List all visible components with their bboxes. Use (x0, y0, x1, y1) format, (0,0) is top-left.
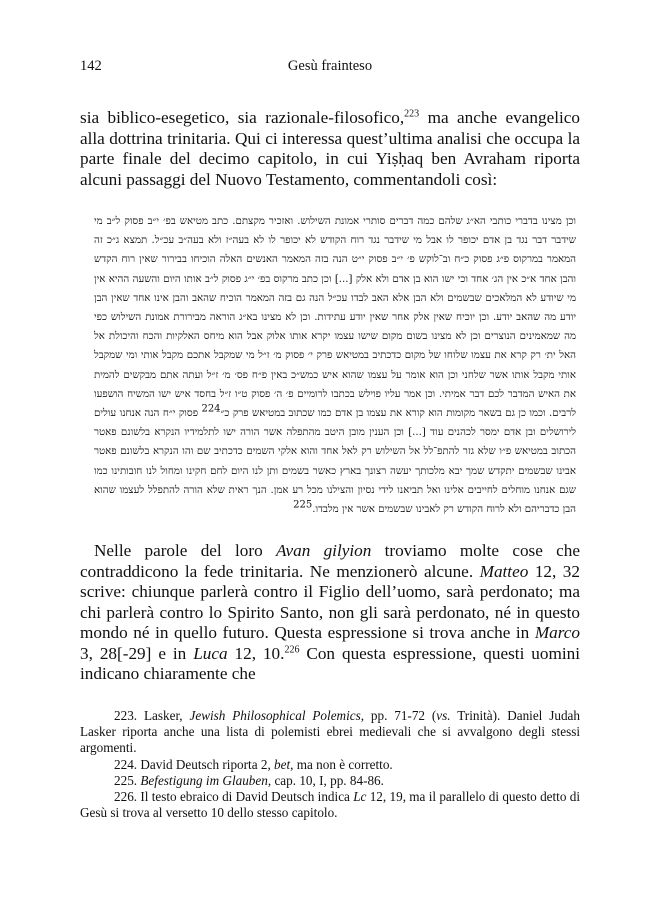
italic-book-name: Matteo (479, 561, 529, 581)
footnote-225 (80, 773, 580, 789)
text-span: 12, 10. (227, 643, 285, 663)
text-span: troviamo molte cose che contraddicono la fede trinitaria. Ne menzionerò alcune. (80, 541, 580, 581)
footnote-ref-225[interactable]: 225 (293, 499, 313, 511)
text-span: 12, 32 scrive: chiunque parlerà contro il Figlio dell’uomo, sarà perdonato; ma chi parlerà contro lo Spirito Santo, non gli sarà perdonato, né in questo mondo né in quello futuro. Questa espressione si trova anche in (80, 561, 580, 643)
italic-book-name: Luca (193, 643, 228, 663)
footnote-ref-224[interactable]: 224 (201, 403, 221, 415)
text-span: 224. David Deutsch riporta 2, (114, 756, 275, 772)
text-span: , pp. 71-72 ( (360, 708, 437, 723)
footnote-ref-223[interactable]: 223 (404, 108, 420, 120)
hebrew-text-a: וכן מצינו בדברי כותבי הא״ג שלהם כמה דברים סותרי אמונת השילוש. ואזכיר מקצתם. כתב מטיאש בפ׳ י״ב פסוק ל״ב מי שידבר דבר נגד בן אדם יכופר לו אבל מי שידבר נגד רוח הקודש לא יכופר לו לא בעה״ז ולא בעה״ב עכ״ל. תמצא ג״כ זה המאמר במרקוס פ״ג פסוק כ״ח וב־לוקש פ׳ י״ב פסוק י״ט הנה בזה המאמר האנשים האלה הוכיחו בבירור שאין רוח הקדש והבן אחד א״כ אין הג׳ אחד וכי ישו הוא בן אדם ולא אלק [...] וכן כתב מרקוס בפ׳ י״ג פסוק ל״ב אותו היום והשעה ההיא אין מי שיודע לא המלאכים שבשמים ולא הבן אלא האב לבדו עכ״ל הנה גם בזה המאמר הוכיח שהאב והבן אינו אחד שאין הבן יודע מה שהאב יודע. וכן יוכיח שאין אלק אחר שאין יודע עתידות. וכן לא מצינו בא״ג הוראה מבירורת אמונת השילוש כפי מה שמאמינים הנוצרים וכן לא מצינו בשום מקום שישו עצמו יקרא אותו אלוק אבל הוא מיחס האלקיות והכח והיכולת אל האל ית׳ רק קרא את עצמו שלוחו של מקום כדכתיב במטיאש פרק י׳ פסוק מ׳ ז״ל מי שמקבל אתכם מקבל אותי ומי שמקבל אותי מקבל אותו אשר שלחני וכן הוא אומר על עצמו שהוא איש כמש״כ באין פ״ח פס׳ מ׳ ז״ל ועתה אתם מבקשים להמית את האיש המדבר לכם דבר אמיתי. וכן אמר עליו פוילש בכתבו לרומיים פ׳ ה׳ פסוק ט״ו ז״ל בחסד איש ישו המשיח הושפעו לרבים. וכמו כן גם בשאר מקומות הוא קורא את עצמו בן אדם כמו שכתוב במטיאש פרק כ״ (94, 216, 576, 420)
footnote-226 (80, 789, 580, 821)
hebrew-text-b: פסוק י״ח הנה אנחנו עולים לירושלים ובן אדם ימסר לכהנים עוד [...] וכן הענין מובן היטב מהתפלה אשר הורה ישו לתלמידיו הנקרא בלשונם פאטר הכתוב במטיאש פ״ו שלא גזר להתפ־לל אל השילוש רק לאל אחד והוא אלקי השמים כדכתיב שם והו הנקרא בלשונם פאטר אבינו שבשמים יתקדש שמך יבא מלכותך יעשה רצונך בארץ כאשר בשמים ותן לנו היום לחם חקינו ומחול לנו חובותינו כמו שגם אנחנו מוחלים לחייבים אלינו ואל תביאנו לידי נסיון והצילנו מכל רע אמן. הנך ראית שלא הורה להתפלל לעצמו שהוא הבן כדבריהם ולא לרוח הקודש רק לאבינו שבשמים אשר אין מלבדו. (94, 408, 576, 516)
italic-title: Befestigung im Glauben (140, 772, 268, 788)
intro-text-b: ma anche evangelico alla dottrina trinitaria. Qui ci interessa quest’ultima analisi che occupa la parte finale del decimo capitolo, in cui Yiṣḥaq ben Avraham riporta alcuni passaggi del Nuovo Testamento, commentandoli così: (80, 108, 580, 189)
hebrew-quotation (94, 212, 576, 519)
running-header (80, 58, 580, 78)
italic-abbrev: Lc (353, 789, 367, 805)
footnote-ref-226[interactable]: 226 (284, 644, 300, 656)
italic-word: bet (274, 756, 291, 772)
text-span: , cap. 10, I, pp. 84-86. (267, 772, 384, 788)
text-span: , ma non è corretto. (290, 756, 393, 772)
page-number: 142 (80, 58, 102, 74)
running-title: Gesù frainteso (287, 58, 373, 74)
intro-paragraph (80, 108, 580, 190)
text-span: 12, 19, ma il parallelo di questo detto di Gesù si trova al versetto 10 dello stesso capitolo. (80, 789, 581, 821)
footnote-224 (80, 757, 580, 773)
text-span: Con questa espressione, questi uomini indicano chiaramente che (80, 643, 580, 684)
footnote-223 (80, 708, 580, 757)
italic-book-name: Marco (534, 623, 580, 643)
text-span: 226. Il testo ebraico di David Deutsch indica (114, 789, 354, 805)
main-text (80, 108, 580, 685)
footnotes (80, 708, 580, 821)
italic-abbrev: vs. (436, 708, 451, 723)
translation-paragraph (80, 541, 580, 685)
text-span: 225. (114, 772, 141, 788)
text-span: 223. Lasker, (114, 708, 190, 723)
italic-title: Jewish Philosophical Polemics (189, 708, 361, 723)
text-span: Trinità). Daniel Judah Lasker riporta anche una lista di polemisti ebrei medievali che si avvalgono degli stessi argomenti. (80, 708, 580, 756)
text-span: 3, 28[-29] e in (80, 643, 194, 663)
text-span: Nelle parole del loro (94, 541, 276, 561)
italic-title: Avan gilyion (275, 541, 372, 561)
intro-text-a: sia biblico-esegetico, sia razionale-filosofico, (80, 108, 405, 127)
